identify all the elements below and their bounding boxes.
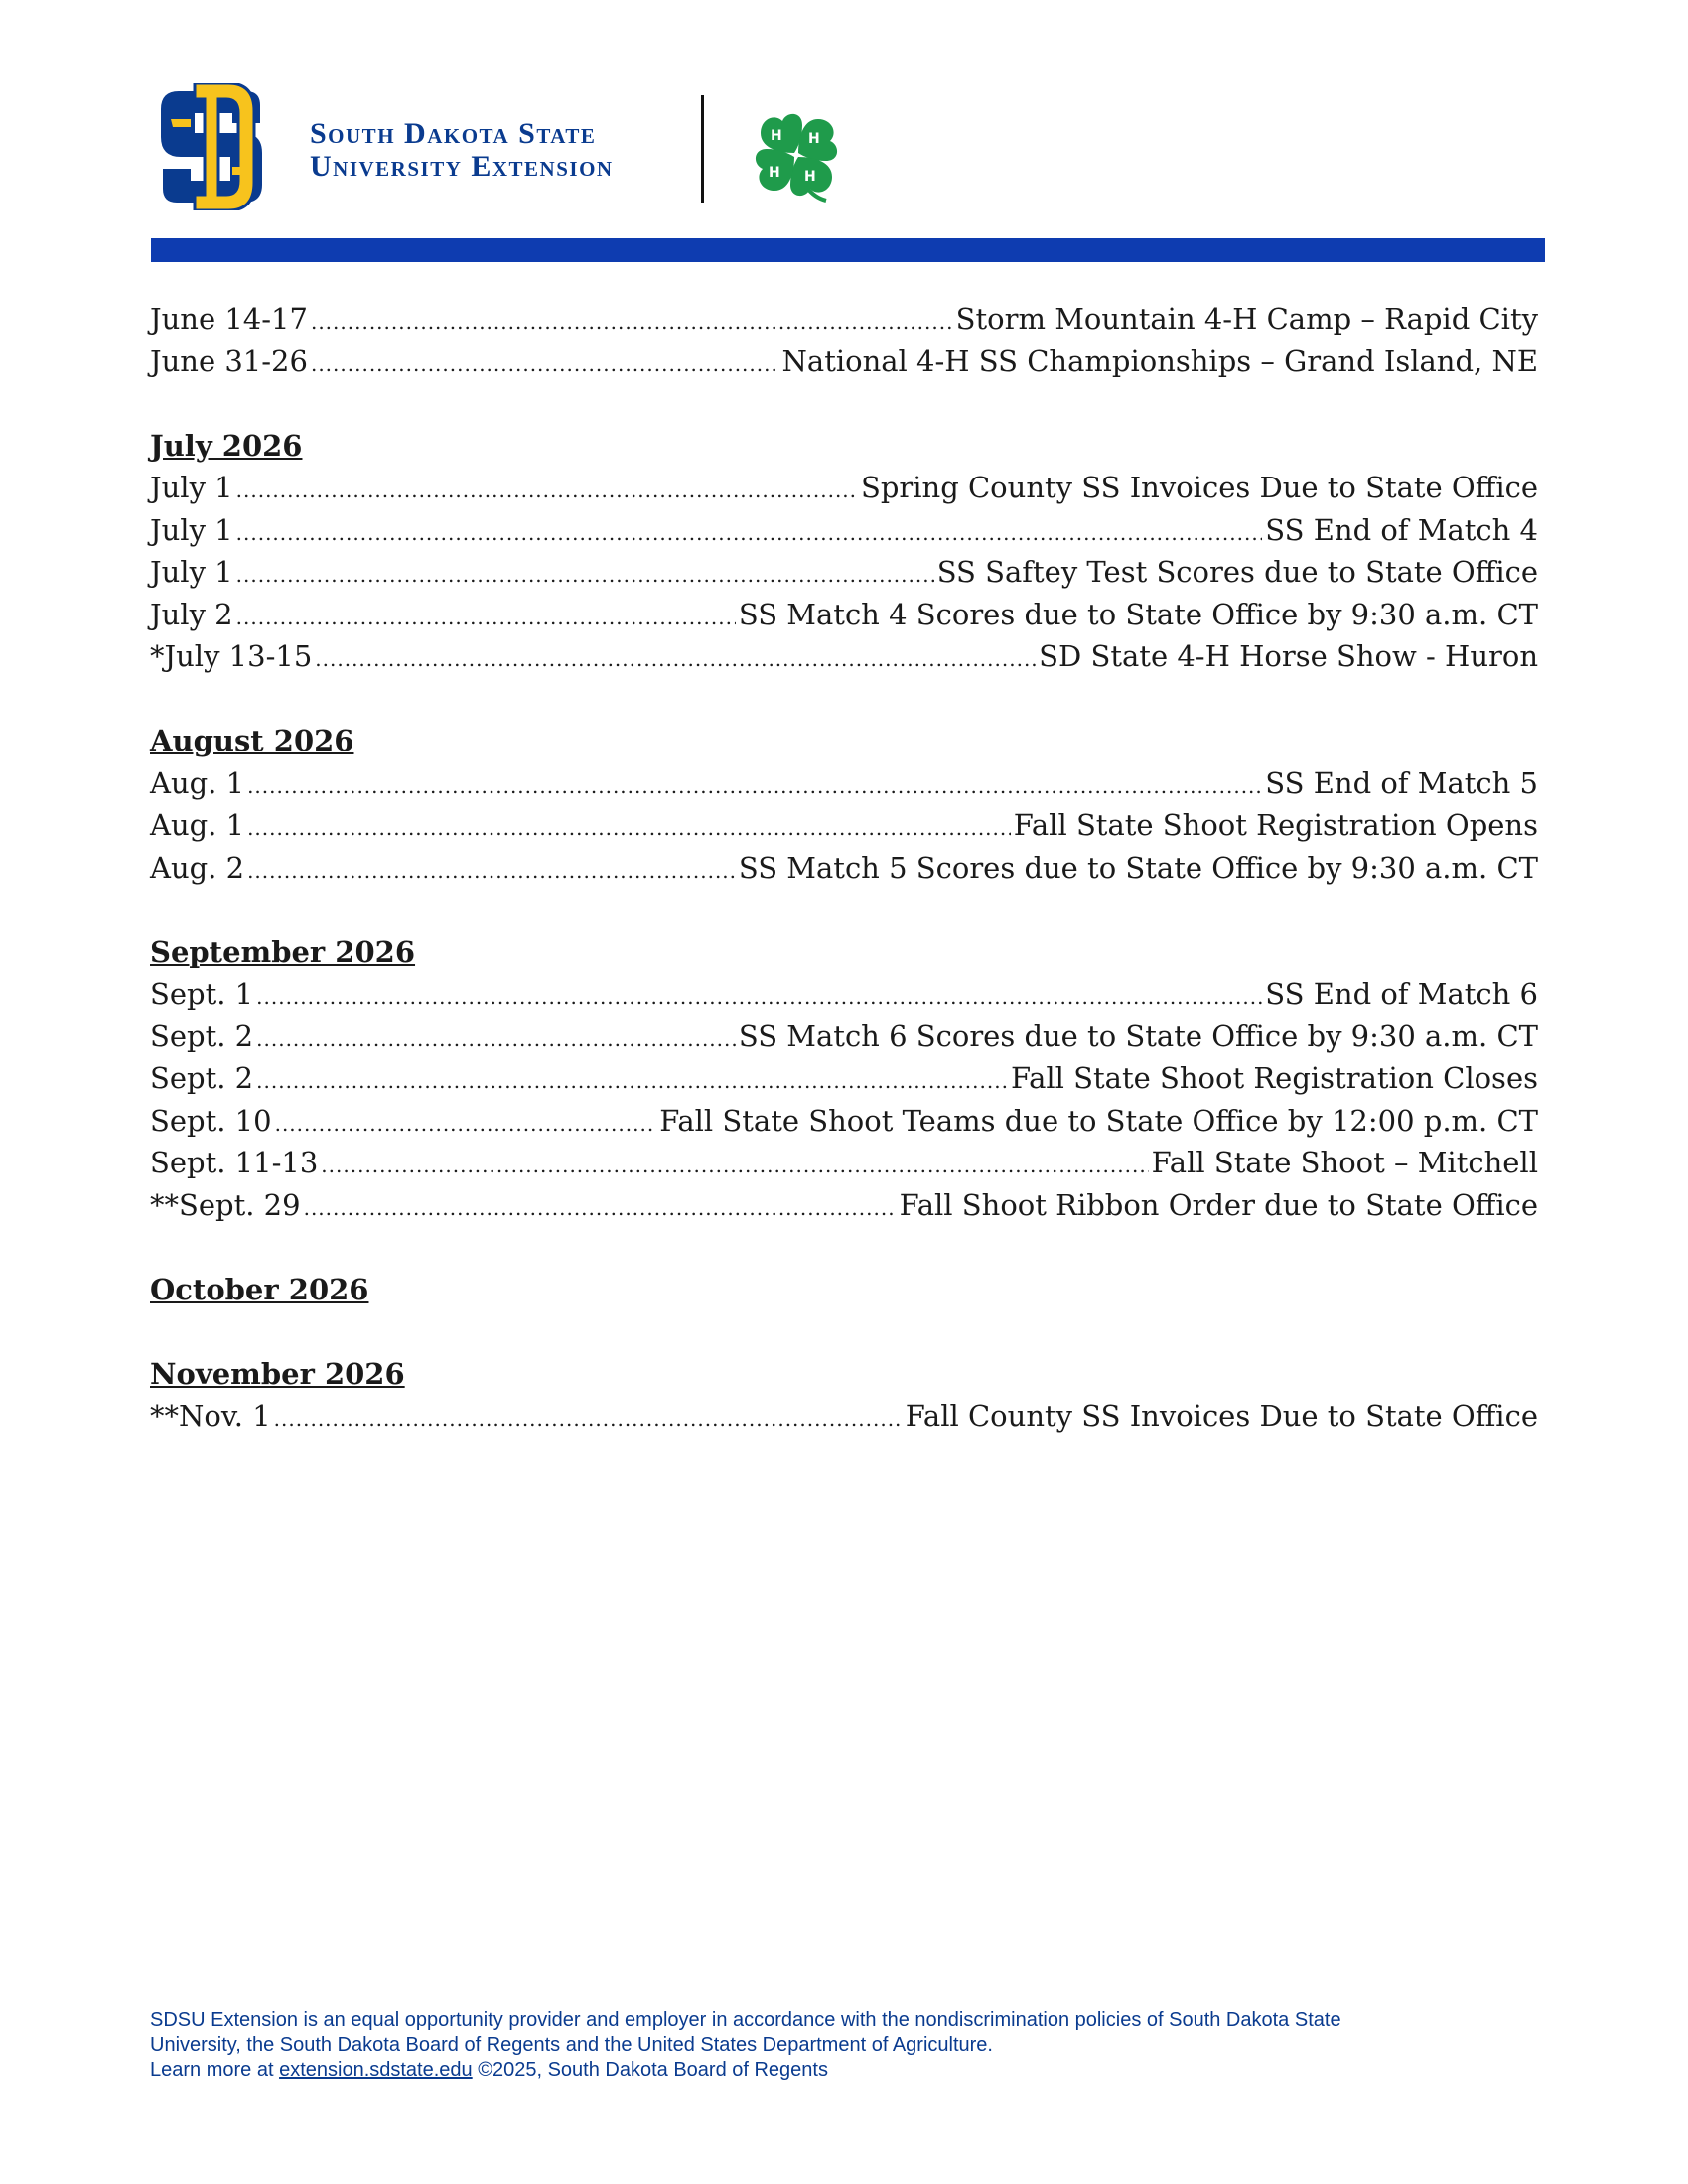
dot-leader [236,509,1263,555]
extension-link[interactable]: extension.sdstate.edu [279,2059,473,2081]
dot-leader [321,1142,1148,1187]
page-header [151,83,1541,212]
dot-leader [247,804,1011,850]
row-date: Aug. 2 [150,850,245,885]
dot-leader [247,762,1262,808]
row-event: SS End of Match 4 [1265,512,1538,547]
row-date: **Nov. 1 [150,1399,271,1433]
schedule-row [150,467,1538,509]
dot-leader [304,1184,897,1230]
row-date: Sept. 1 [150,977,254,1011]
schedule-row [150,594,1538,636]
row-date: Sept. 2 [150,1061,254,1095]
clover-h-4: H [769,165,780,181]
month-heading-september: September 2026 [150,934,416,969]
row-event: National 4-H SS Championships – Grand Island, NE [781,343,1538,378]
row-event: Fall State Shoot – Mitchell [1151,1146,1538,1179]
schedule-row [150,1100,1538,1143]
row-event: Fall State Shoot Teams due to State Office by 12:00 p.m. CT [659,1103,1538,1138]
brand-line-2: University Extension [310,150,614,183]
schedule-row [150,973,1538,1016]
dot-leader [236,551,934,597]
row-event: Fall State Shoot Registration Opens [1013,808,1538,842]
dot-leader [256,1057,1008,1103]
row-date: July 1 [150,512,233,547]
row-event: Storm Mountain 4-H Camp – Rapid City [955,302,1538,336]
row-event: SS Saftey Test Scores due to State Office [936,555,1538,589]
row-date: June 31-26 [150,343,308,378]
schedule-row [150,1184,1538,1227]
footer-line-3 [150,2058,1560,2083]
dot-leader [311,341,779,386]
brand-line-1: South Dakota State [310,117,597,150]
schedule-row [150,298,1538,341]
four-h-clover-icon [747,107,846,203]
month-heading-july: July 2026 [150,428,303,463]
clover-h-2: H [808,131,820,147]
row-event: SD State 4-H Horse Show - Huron [1039,639,1538,673]
schedule-row [150,341,1538,383]
schedule-row [150,509,1538,552]
schedule-row [150,551,1538,594]
row-event: SS Match 5 Scores due to State Office by 9:30 a.m. CT [738,850,1538,885]
schedule-row [150,804,1538,847]
row-event: SS End of Match 5 [1265,765,1538,800]
dot-leader [256,1016,736,1061]
page-footer [150,2008,1560,2083]
learn-more-prefix: Learn more at [150,2059,280,2081]
dot-leader [315,635,1036,681]
clover-h-3: H [804,169,816,185]
row-event: SS Match 6 Scores due to State Office by 9:30 a.m. CT [738,1019,1538,1053]
sdsu-logo-icon [151,83,272,210]
row-event: SS End of Match 6 [1265,977,1538,1011]
month-heading-november: November 2026 [150,1356,405,1391]
schedule-row [150,847,1538,889]
schedule-row [150,1142,1538,1184]
row-date: Sept. 10 [150,1103,272,1138]
row-event: Fall County SS Invoices Due to State Office [905,1399,1538,1433]
schedule-content [150,298,1538,1437]
footer-line-2: University, the South Dakota Board of Regents and the United States Department of Agriculture. [150,2034,993,2056]
row-event: Fall Shoot Ribbon Order due to State Office [899,1187,1538,1222]
row-event: Spring County SS Invoices Due to State Office [860,471,1538,504]
dot-leader [236,594,736,639]
schedule-row [150,1057,1538,1100]
copyright-text: ©2025, South Dakota Board of Regents [472,2059,828,2081]
month-heading-october: October 2026 [150,1272,369,1306]
dot-leader [236,467,858,512]
header-divider [701,95,704,203]
row-date: *July 13-15 [150,639,313,673]
row-date: July 1 [150,471,233,504]
schedule-row [150,1395,1538,1437]
dot-leader [274,1395,903,1440]
schedule-row [150,1016,1538,1058]
schedule-row [150,762,1538,805]
schedule-row [150,635,1538,678]
row-event: Fall State Shoot Registration Closes [1010,1061,1538,1095]
row-date: June 14-17 [150,302,308,336]
dot-leader [275,1100,657,1146]
row-date: **Sept. 29 [150,1187,301,1222]
month-heading-august: August 2026 [150,724,354,757]
header-blue-bar [151,238,1545,262]
dot-leader [256,973,1262,1019]
brand-name [310,117,614,183]
footer-line-1: SDSU Extension is an equal opportunity provider and employer in accordance with the nondiscrimination policies of South Dakota State [150,2009,1341,2031]
row-date: July 2 [150,597,233,631]
row-date: Sept. 11-13 [150,1146,319,1179]
dot-leader [247,847,736,892]
row-date: Aug. 1 [150,808,245,842]
row-event: SS Match 4 Scores due to State Office by 9:30 a.m. CT [738,597,1538,631]
clover-h-1: H [771,128,782,144]
dot-leader [311,298,953,343]
row-date: July 1 [150,555,233,589]
row-date: Aug. 1 [150,765,245,800]
row-date: Sept. 2 [150,1019,254,1053]
